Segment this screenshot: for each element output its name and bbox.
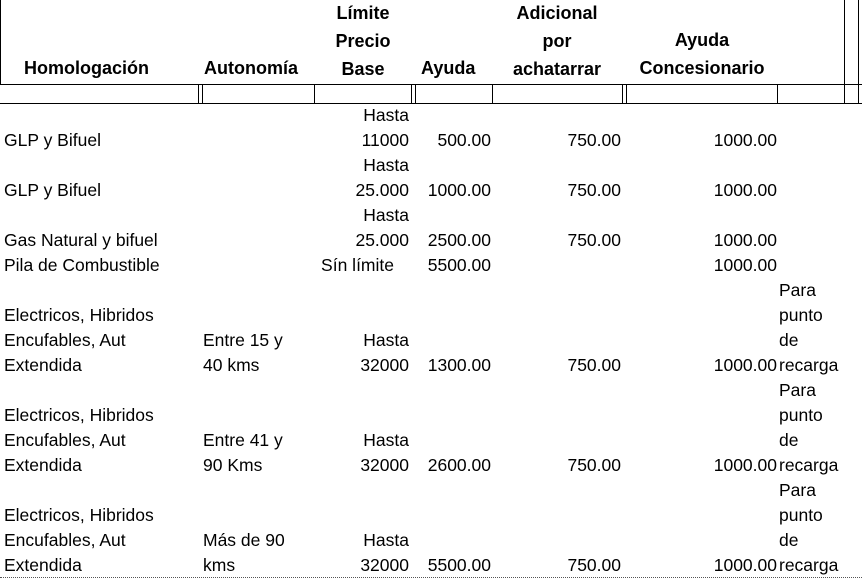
row6-homologacion: Electricos, Hibridos Encufables, Aut Extendida [4,405,154,475]
row5-autonomia: Entre 15 y 40 kms [203,330,283,375]
row3-concesionario: 1000.00 [713,230,777,250]
spacer-divider [492,84,493,104]
spacer-divider [314,84,315,104]
spacer-divider [415,84,416,104]
header-adicional-achatarrar: Adicional por achatarrar [512,3,602,79]
row1-homologacion: GLP y Bifuel [4,130,101,150]
row4-concesionario: 1000.00 [713,255,777,275]
row4-ayuda: 5500.00 [427,255,491,275]
row7-homologacion: Electricos, Hibridos Encufables, Aut Extendida [4,505,154,575]
row7-extra: Para punto de recarga [779,480,839,575]
row3-homologacion: Gas Natural y bifuel [4,230,158,250]
row7-concesionario: 1000.00 [713,555,777,575]
header-autonomia: Autonomía [204,58,298,78]
row6-ayuda: 2600.00 [427,455,491,475]
header-homologacion: Homologación [24,58,149,78]
row7-limite: Hasta 32000 [360,530,409,575]
row6-extra: Para punto de recarga [779,380,839,475]
row5-extra: Para punto de recarga [779,280,839,375]
header-ayuda: Ayuda [421,58,476,78]
row7-ayuda: 5500.00 [427,555,491,575]
row7-achatarrar: 750.00 [567,555,621,575]
spacer-divider [198,84,199,104]
row2-limite: Hasta 25.000 [355,155,409,200]
header-bottom-line [0,84,862,85]
row2-concesionario: 1000.00 [713,180,777,200]
spacer-divider [626,84,627,104]
row7-autonomia: Más de 90 kms [203,530,285,575]
spacer-divider [411,84,412,104]
row3-achatarrar: 750.00 [567,230,621,250]
row6-achatarrar: 750.00 [567,455,621,475]
spacer-row-bottom-line [0,103,862,104]
row5-achatarrar: 750.00 [567,355,621,375]
row1-limite: Hasta 11000 [361,105,409,150]
spacer-divider [777,84,778,104]
row2-achatarrar: 750.00 [567,180,621,200]
row5-concesionario: 1000.00 [713,355,777,375]
row6-limite: Hasta 32000 [360,430,409,475]
row4-limite: Sín límite [321,255,394,275]
row1-ayuda: 500.00 [437,130,491,150]
spacer-divider [622,84,623,104]
row5-homologacion: Electricos, Hibridos Encufables, Aut Extendida [4,305,154,375]
row2-homologacion: GLP y Bifuel [4,180,101,200]
row2-ayuda: 1000.00 [427,180,491,200]
row3-limite: Hasta 25.000 [355,205,409,250]
row1-concesionario: 1000.00 [713,130,777,150]
left-border [0,0,1,84]
row6-concesionario: 1000.00 [713,455,777,475]
row5-ayuda: 1300.00 [427,355,491,375]
right-border [844,0,845,104]
row1-achatarrar: 750.00 [567,130,621,150]
row3-ayuda: 2500.00 [427,230,491,250]
header-limite-precio-base: Límite Precio Base [335,3,391,79]
spacer-divider [202,84,203,104]
row4-homologacion: Pila de Combustible [4,255,160,275]
row6-autonomia: Entre 41 y 90 Kms [203,430,283,475]
header-ayuda-concesionario: Ayuda Concesionario [639,30,765,78]
row5-limite: Hasta 32000 [360,330,409,375]
right-border-outer [858,0,859,104]
